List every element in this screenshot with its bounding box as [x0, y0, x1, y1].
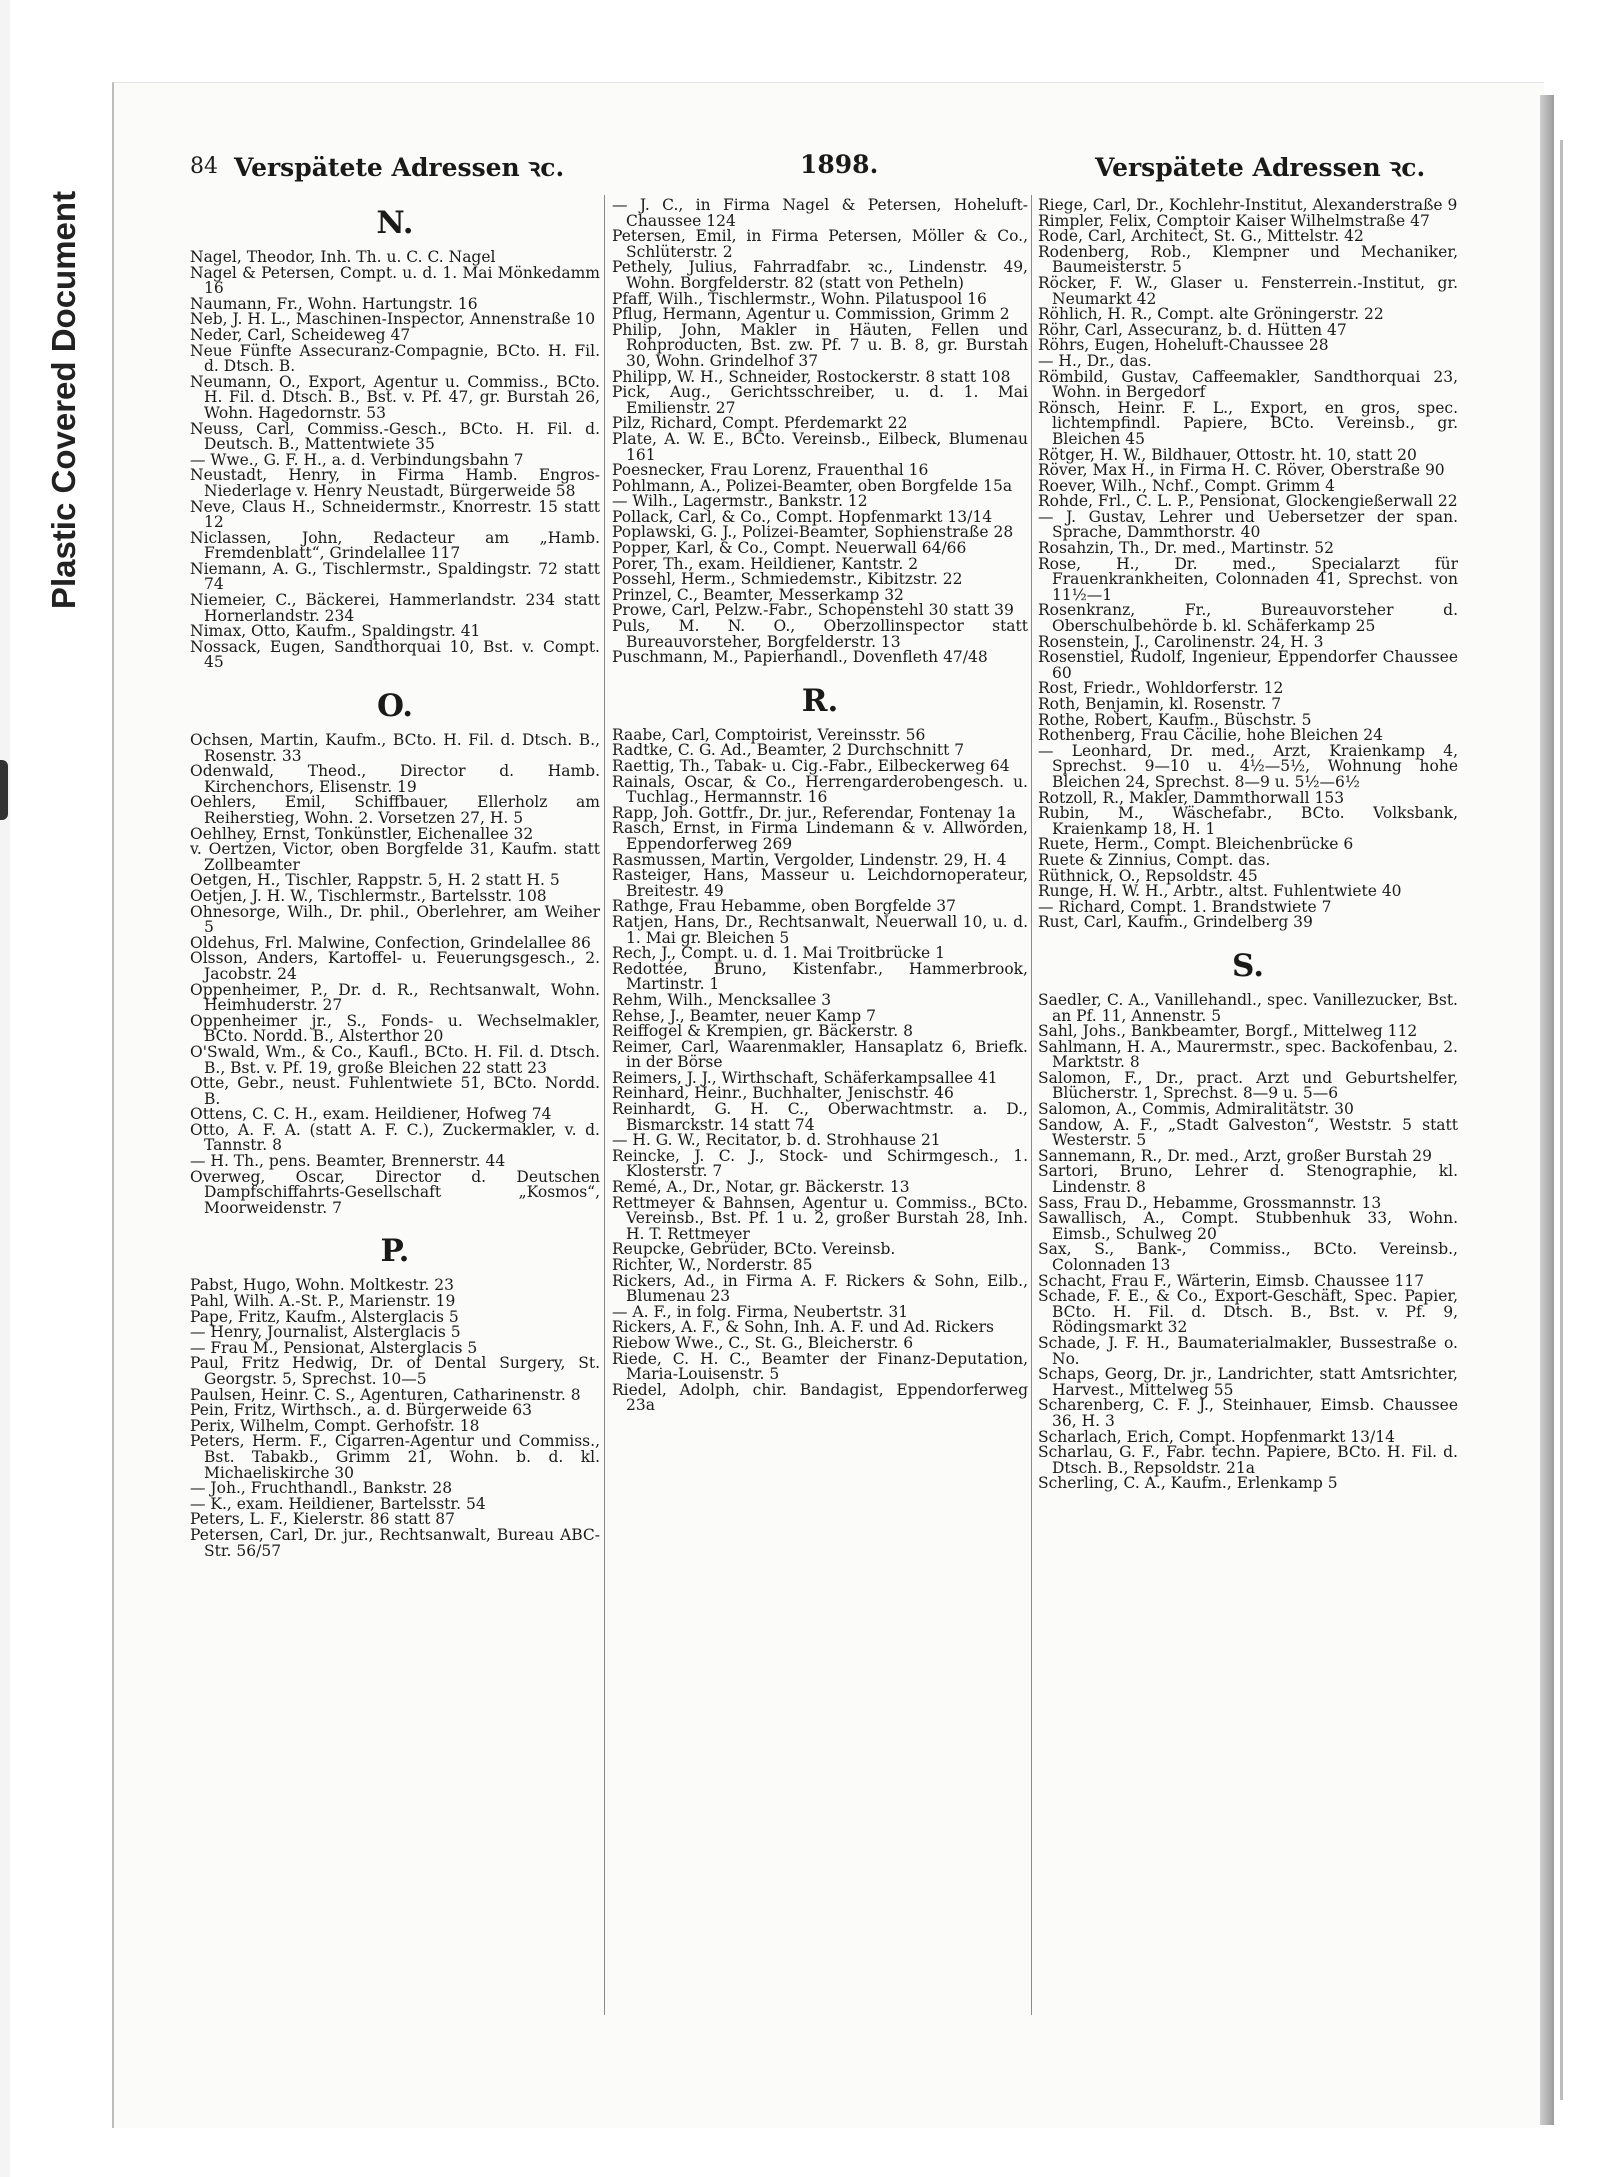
directory-entry: Nagel, Theodor, Inh. Th. u. C. C. Nagel: [190, 248, 496, 266]
directory-entry: Radtke, C. G. Ad., Beamter, 2 Durchschnitt 7: [612, 741, 965, 760]
next-page-edge: [1560, 140, 1563, 2100]
directory-entry: Scherling, C. A., Kaufm., Erlenkamp 5: [1038, 1474, 1338, 1493]
directory-entry: Philip, John, Makler in Häuten, Fellen und Rohproducten, Bst. zw. Pf. 7 u. B. 8, gr. Burstah 30, Wohn. Grindelhof 37: [612, 320, 1028, 370]
directory-entry: Rothe, Robert, Kaufm., Büschstr. 5: [1038, 710, 1312, 729]
directory-entry: Neb, J. H. L., Maschinen-Inspector, Annenstraße 10: [190, 310, 596, 329]
directory-entry: Neumann, O., Export, Agentur u. Commiss., BCto. H. Fil. d. Dtsch. B., Bst. v. Pf. 47, gr. Burstah 26, Wohn. Hagedornstr. 53: [190, 372, 600, 422]
directory-entry: Poesnecker, Frau Lorenz, Frauenthal 16: [612, 461, 929, 480]
directory-entry: Rickers, Ad., in Firma A. F. Rickers & Sohn, Eilb., Blumenau 23: [612, 1271, 1028, 1306]
directory-entry: Niclassen, John, Redacteur am „Hamb. Fremdenblatt“, Grindelallee 117: [190, 528, 600, 563]
directory-entry: Reiffogel & Krempien, gr. Bäckerstr. 8: [612, 1022, 913, 1041]
directory-entry: — A. F., in folg. Firma, Neubertstr. 31: [612, 1302, 909, 1321]
directory-entry: Ottens, C. C. H., exam. Heildiener, Hofweg 74: [190, 1105, 552, 1124]
directory-entry: Oehlers, Emil, Schiffbauer, Ellerholz am Reiherstieg, Wohn. 2. Vorsetzen 27, H. 5: [190, 793, 600, 827]
directory-column-2: [612, 198, 1028, 1414]
directory-entry: Sartori, Bruno, Lehrer d. Stenographie, kl. Lindenstr. 8: [1038, 1162, 1458, 1197]
directory-entry: — H. Th., pens. Beamter, Brennerstr. 44: [190, 1152, 506, 1171]
directory-entry: Sass, Frau D., Hebamme, Grossmannstr. 13: [1038, 1193, 1382, 1212]
directory-entry: Poplawski, G. J., Polizei-Beamter, Sophienstraße 28: [612, 523, 1014, 542]
directory-entry: Scharlau, G. F., Fabr. techn. Papiere, BCto. H. Fil. d. Dtsch. B., Repsoldstr. 21a: [1038, 1443, 1458, 1477]
directory-entry: Reimers, J. J., Wirthschaft, Schäferkampsallee 41: [612, 1068, 998, 1087]
directory-entry: Pabst, Hugo, Wohn. Moltkestr. 23: [190, 1276, 454, 1295]
directory-entry: Paulsen, Heinr. C. S., Agenturen, Catharinenstr. 8: [190, 1385, 581, 1404]
header-left-title: Verspätete Adressen ꝛc.: [234, 153, 565, 182]
directory-entry: Rohde, Frl., C. L. P., Pensionat, Glockengießerwall 22: [1038, 492, 1458, 511]
directory-entry: Ruete, Herm., Compt. Bleichenbrücke 6: [1038, 835, 1354, 854]
directory-entry: Rodenberg, Rob., Klempner und Mechaniker, Baumeisterstr. 5: [1038, 242, 1458, 277]
directory-entry: Rönsch, Heinr. F. L., Export, en gros, spec. lichtempfindl. Papiere, BCto. Vereinsb., gr. Bleichen 45: [1038, 398, 1458, 448]
directory-entry: Neder, Carl, Scheideweg 47: [190, 325, 411, 344]
directory-entry: Schade, J. F. H., Baumaterialmakler, Bussestraße o. No.: [1038, 1333, 1458, 1368]
directory-entry: Pahl, Wilh. A.-St. P., Marienstr. 19: [190, 1292, 456, 1311]
directory-entry: Reupcke, Gebrüder, BCto. Vereinsb.: [612, 1240, 896, 1259]
section-letter: P.: [380, 1233, 410, 1270]
directory-entry: Perix, Wilhelm, Compt. Gerhofstr. 18: [190, 1416, 480, 1435]
section-letter: S.: [1231, 947, 1265, 984]
directory-entry: Sax, S., Bank-, Commiss., BCto. Vereinsb., Colonnaden 13: [1038, 1240, 1458, 1274]
directory-entry: Raettig, Th., Tabak- u. Cig.-Fabr., Eilbeckerweg 64: [612, 757, 1010, 775]
directory-entry: Odenwald, Theod., Director d. Hamb. Kirchenchors, Elisenstr. 19: [190, 762, 600, 796]
directory-entry: Rehm, Wilh., Mencksallee 3: [612, 990, 832, 1009]
directory-entry: Oehlhey, Ernst, Tonkünstler, Eichenallee 32: [190, 824, 534, 843]
directory-entry: Rubin, M., Wäschefabr., BCto. Volksbank, Kraienkamp 18, H. 1: [1038, 804, 1458, 838]
directory-entry: Ratjen, Hans, Dr., Rechtsanwalt, Neuerwall 10, u. d. 1. Mai gr. Bleichen 5: [612, 912, 1028, 947]
directory-entry: Rust, Carl, Kaufm., Grindelberg 39: [1038, 913, 1313, 932]
directory-entry: Naumann, Fr., Wohn. Hartungstr. 16: [190, 294, 478, 313]
directory-entry: Neue Fünfte Assecuranz-Compagnie, BCto. H. Fil. d. Dtsch. B.: [190, 341, 600, 376]
directory-entry: Prinzel, C., Beamter, Messerkamp 32: [612, 585, 904, 604]
directory-entry: Richter, W., Norderstr. 85: [612, 1256, 813, 1274]
directory-entry: Rimpler, Felix, Comptoir Kaiser Wilhelmstraße 47: [1038, 211, 1430, 230]
directory-entry: Remé, A., Dr., Notar, gr. Bäckerstr. 13: [612, 1178, 910, 1197]
directory-entry: Ruete & Zinnius, Compt. das.: [1038, 850, 1271, 869]
directory-entry: Röhr, Carl, Assecuranz, b. d. Hütten 47: [1038, 320, 1347, 339]
directory-entry: O'Swald, Wm., & Co., Kaufl., BCto. H. Fil. d. Dtsch. B., Bst. v. Pf. 19, große Bleichen 22 statt 23: [190, 1042, 600, 1077]
directory-entry: Reinhardt, G. H. C., Oberwachtmstr. a. D., Bismarckstr. 14 statt 74: [612, 1100, 1028, 1134]
directory-entry: — H. G. W., Recitator, b. d. Strohhause 21: [612, 1131, 941, 1150]
directory-entry: Römbild, Gustav, Caffeemakler, Sandthorquai 23, Wohn. in Bergedorf: [1038, 367, 1458, 402]
directory-entry: Saedler, C. A., Vanillehandl., spec. Vanillezucker, Bst. an Pf. 11, Annenstr. 5: [1038, 990, 1458, 1025]
directory-entry: Neustadt, Henry, in Firma Hamb. Engros-Niederlage v. Henry Neustadt, Bürgerweide 58: [190, 466, 600, 500]
directory-entry: Roth, Benjamin, kl. Rosenstr. 7: [1038, 695, 1282, 713]
directory-entry: Rasmussen, Martin, Vergolder, Lindenstr. 29, H. 4: [612, 850, 1007, 869]
directory-entry: — Richard, Compt. 1. Brandstwiete 7: [1038, 897, 1332, 916]
directory-column-1: [190, 198, 600, 1559]
directory-entry: Oppenheimer jr., S., Fonds- u. Wechselmakler, BCto. Nordd. B., Alsterthor 20: [190, 1011, 600, 1046]
directory-entry: Popper, Karl, & Co., Compt. Neuerwall 64/66: [612, 539, 967, 558]
directory-entry: Nossack, Eugen, Sandthorquai 10, Bst. v. Compt. 45: [190, 637, 600, 672]
page-shadow: [1540, 95, 1554, 2125]
directory-entry: Runge, H. W. H., Arbtr., altst. Fuhlentwiete 40: [1038, 882, 1402, 901]
directory-entry: Rosenstein, J., Carolinenstr. 24, H. 3: [1038, 632, 1324, 651]
directory-entry: Raabe, Carl, Comptoirist, Vereinsstr. 56: [612, 725, 926, 744]
directory-entry: Riege, Carl, Dr., Kochlehr-Institut, Alexanderstraße 9: [1038, 196, 1458, 214]
directory-entry: Possehl, Herm., Schmiedemstr., Kibitzstr. 22: [612, 570, 963, 589]
directory-entry: Otte, Gebr., neust. Fuhlentwiete 51, BCto. Nordd. B.: [190, 1074, 600, 1108]
directory-entry: Rotzoll, R., Makler, Dammthorwall 153: [1038, 788, 1345, 807]
directory-entry: Rech, J., Compt. u. d. 1. Mai Troitbrücke 1: [612, 944, 945, 963]
directory-entry: Schade, F. E., & Co., Export-Geschäft, Spec. Papier, BCto. H. Fil. d. Dtsch. B., Bst. v. Pf. 9, Rödingsmarkt 32: [1038, 1287, 1458, 1337]
directory-entry: Pethely, Julius, Fahrradfabr. ꝛc., Lindenstr. 49, Wohn. Borgfelderstr. 82 (statt von Petheln): [612, 258, 1028, 292]
directory-entry: Prowe, Carl, Pelzw.-Fabr., Schopenstehl 30 statt 39: [612, 601, 1014, 620]
directory-entry: Rose, H., Dr. med., Specialarzt für Frauenkrankheiten, Colonnaden 41, Sprechst. von 11½—1: [1038, 554, 1458, 604]
directory-entry: Riebow Wwe., C., St. G., Bleicherstr. 6: [612, 1333, 914, 1352]
header-year: 1898.: [800, 150, 879, 179]
directory-entry: Scharenberg, C. F. J., Steinhauer, Eimsb. Chaussee 36, H. 3: [1038, 1396, 1458, 1430]
directory-entry: Pein, Fritz, Wirthsch., a. d. Bürgerweide 63: [190, 1401, 533, 1420]
directory-entry: Scharlach, Erich, Compt. Hopfenmarkt 13/14: [1038, 1427, 1395, 1446]
directory-entry: Pollack, Carl, & Co., Compt. Hopfenmarkt 13/14: [612, 507, 993, 526]
directory-entry: Nagel & Petersen, Compt. u. d. 1. Mai Mönkedamm 16: [190, 263, 600, 298]
directory-entry: Röhlich, H. R., Compt. alte Gröningerstr. 22: [1038, 305, 1384, 324]
directory-entry: — Henry, Journalist, Alsterglacis 5: [190, 1323, 461, 1342]
section-letter: R.: [801, 682, 839, 719]
directory-entry: — Joh., Fruchthandl., Bankstr. 28: [190, 1479, 453, 1498]
directory-entry: Pilz, Richard, Compt. Pferdemarkt 22: [612, 414, 908, 433]
directory-entry: Salomon, F., Dr., pract. Arzt und Geburtshelfer, Blücherstr. 1, Sprechst. 8—9 u. 5—6: [1038, 1068, 1458, 1103]
directory-entry: Reimer, Carl, Waarenmakler, Hansaplatz 6, Briefk. in der Börse: [612, 1037, 1028, 1072]
directory-entry: — H., Dr., das.: [1038, 351, 1152, 370]
column-divider: [604, 195, 605, 2015]
directory-entry: Rode, Carl, Architect, St. G., Mittelstr. 42: [1038, 227, 1364, 246]
directory-entry: Plate, A. W. E., BCto. Vereinsb., Eilbeck, Blumenau 161: [612, 429, 1028, 464]
directory-entry: Pick, Aug., Gerichtsschreiber, u. d. 1. Mai Emilienstr. 27: [612, 383, 1028, 417]
directory-entry: Röver, Max H., in Firma H. C. Röver, Oberstraße 90: [1038, 461, 1445, 480]
directory-entry: Riedel, Adolph, chir. Bandagist, Eppendorferweg 23a: [612, 1380, 1028, 1415]
directory-entry: Pflug, Hermann, Agentur u. Commission, Grimm 2: [612, 305, 1010, 324]
directory-entry: Oetgen, H., Tischler, Rappstr. 5, H. 2 statt H. 5: [190, 871, 560, 890]
directory-entry: Sannemann, R., Dr. med., Arzt, großer Burstah 29: [1038, 1146, 1432, 1165]
directory-entry: Niemeier, C., Bäckerei, Hammerlandstr. 234 statt Hornerlandstr. 234: [190, 591, 600, 625]
directory-entry: Niemann, A. G., Tischlermstr., Spaldingstr. 72 statt 74: [190, 559, 600, 594]
directory-entry: v. Oertzen, Victor, oben Borgfelde 31, Kaufm. statt Zollbeamter: [190, 840, 600, 874]
directory-entry: Oetjen, J. H. W., Tischlermstr., Bartelsstr. 108: [190, 886, 547, 905]
directory-entry: — J. Gustav, Lehrer und Uebersetzer der span. Sprache, Dammthorstr. 40: [1038, 507, 1458, 542]
directory-entry: Röhrs, Eugen, Hoheluft-Chaussee 28: [1038, 336, 1329, 355]
directory-entry: Ochsen, Martin, Kaufm., BCto. H. Fil. d. Dtsch. B., Rosenstr. 33: [190, 731, 600, 765]
directory-entry: Otto, A. F. A. (statt A. F. C.), Zuckermakler, v. d. Tannstr. 8: [190, 1120, 600, 1155]
section-letter: O.: [377, 688, 413, 725]
directory-entry: Oppenheimer, P., Dr. d. R., Rechtsanwalt, Wohn. Heimhuderstr. 27: [190, 980, 600, 1015]
side-label-text: Plastic Covered Document: [45, 190, 82, 610]
directory-entry: Nimax, Otto, Kaufm., Spaldingstr. 41: [190, 622, 481, 641]
directory-entry: Rathge, Frau Hebamme, oben Borgfelde 37: [612, 897, 957, 916]
directory-entry: Rickers, A. F., & Sohn, Inh. A. F. und Ad. Rickers: [612, 1318, 994, 1337]
directory-entry: Rosenstiel, Rudolf, Ingenieur, Eppendorfer Chaussee 60: [1038, 648, 1458, 682]
directory-entry: Petersen, Emil, in Firma Petersen, Möller & Co., Schlüterstr. 2: [612, 227, 1028, 261]
section-letter: N.: [376, 205, 414, 241]
directory-entry: Röcker, F. W., Glaser u. Fensterrein.-Institut, gr. Neumarkt 42: [1038, 273, 1458, 308]
directory-entry: Rapp, Joh. Gottfr., Dr. jur., Referendar, Fontenay 1a: [612, 803, 1016, 822]
side-label: [38, 120, 90, 680]
directory-entry: Rasteiger, Hans, Masseur u. Leichdornoperateur, Breitestr. 49: [612, 866, 1028, 900]
directory-entry: Pape, Fritz, Kaufm., Alsterglacis 5: [190, 1307, 459, 1326]
directory-entry: Rost, Friedr., Wohldorferstr. 12: [1038, 679, 1284, 698]
directory-entry: — Wwe., G. F. H., a. d. Verbindungsbahn 7: [190, 450, 524, 469]
directory-entry: — Leonhard, Dr. med., Arzt, Kraienkamp 4, Sprechst. 9—10 u. 4½—5½, Wohnung hohe Bleichen 24, Sprechst. 8—9 u. 5½—6½: [1038, 741, 1458, 791]
directory-entry: Rosenkranz, Fr., Bureauvorsteher d. Oberschulbehörde b. kl. Schäferkamp 25: [1038, 601, 1458, 636]
directory-entry: — K., exam. Heildiener, Bartelsstr. 54: [190, 1494, 486, 1513]
directory-column-3: [1038, 198, 1458, 1492]
directory-entry: Neve, Claus H., Schneidermstr., Knorrestr. 15 statt 12: [190, 497, 600, 532]
directory-entry: Rettmeyer & Bahnsen, Agentur u. Commiss., BCto. Vereinsb., Bst. Pf. 1 u. 2, großer Burstah 28, Inh. H. T. Rettmeyer: [612, 1193, 1028, 1243]
directory-entry: Sandow, A. F., „Stadt Galveston“, Weststr. 5 statt Westerstr. 5: [1038, 1115, 1458, 1150]
directory-entry: Rüthnick, O., Repsoldstr. 45: [1038, 866, 1258, 885]
directory-entry: Puls, M. N. O., Oberzollinspector statt Bureauvorsteher, Borgfelderstr. 13: [612, 617, 1028, 651]
directory-entry: Schacht, Frau F., Wärterin, Eimsb. Chaussee 117: [1038, 1271, 1425, 1290]
directory-entry: — Frau M., Pensionat, Alsterglacis 5: [190, 1338, 478, 1357]
directory-entry: Reincke, J. C. J., Stock- und Schirmgesch., 1. Klosterstr. 7: [612, 1146, 1028, 1181]
directory-entry: Reinhard, Heinr., Buchhalter, Jenischstr. 46: [612, 1084, 954, 1103]
directory-entry: Puschmann, M., Papierhandl., Dovenfleth 47/48: [612, 648, 988, 667]
directory-entry: Schaps, Georg, Dr. jr., Landrichter, statt Amtsrichter, Harvest., Mittelweg 55: [1038, 1365, 1458, 1399]
directory-entry: Ohnesorge, Wilh., Dr. phil., Oberlehrer, am Weiher 5: [190, 902, 600, 937]
directory-entry: Petersen, Carl, Dr. jur., Rechtsanwalt, Bureau ABC-Str. 56/57: [190, 1525, 600, 1560]
directory-entry: Philipp, W. H., Schneider, Rostockerstr. 8 statt 108: [612, 367, 1011, 386]
header-right-title: Verspätete Adressen ꝛc.: [1095, 153, 1426, 182]
directory-entry: Pohlmann, A., Polizei-Beamter, oben Borgfelde 15a: [612, 476, 1013, 495]
directory-entry: Pfaff, Wilh., Tischlermstr., Wohn. Pilatuspool 16: [612, 289, 987, 308]
directory-entry: Sawallisch, A., Compt. Stubbenhuk 33, Wohn. Eimsb., Schulweg 20: [1038, 1209, 1458, 1243]
directory-entry: Rasch, Ernst, in Firma Lindemann & v. Allwörden, Eppendorferweg 269: [612, 819, 1028, 853]
directory-entry: — Wilh., Lagermstr., Bankstr. 12: [612, 492, 868, 511]
directory-entry: Riede, C. H. C., Beamter der Finanz-Deputation, Maria-Louisenstr. 5: [612, 1349, 1028, 1384]
directory-entry: Oldehus, Frl. Malwine, Confection, Grindelallee 86: [190, 933, 591, 952]
directory-entry: — J. C., in Firma Nagel & Petersen, Hoheluft-Chaussee 124: [612, 196, 1028, 230]
directory-entry: Neuss, Carl, Commiss.-Gesch., BCto. H. Fil. d. Deutsch. B., Mattentwiete 35: [190, 419, 600, 454]
page-number: 84: [190, 154, 218, 179]
column-divider: [1031, 195, 1032, 2015]
directory-entry: Rosahzin, Th., Dr. med., Martinstr. 52: [1038, 539, 1334, 558]
scan-edge: [0, 0, 10, 2177]
directory-entry: Sahlmann, H. A., Maurermstr., spec. Backofenbau, 2. Marktstr. 8: [1038, 1037, 1458, 1072]
directory-entry: Peters, L. F., Kielerstr. 86 statt 87: [190, 1510, 455, 1529]
binding-mark: [0, 760, 8, 820]
directory-entry: Olsson, Anders, Kartoffel- u. Feuerungsgesch., 2. Jacobstr. 24: [190, 949, 600, 983]
directory-entry: Porer, Th., exam. Heildiener, Kantstr. 2: [612, 554, 919, 573]
directory-entry: Rehse, J., Beamter, neuer Kamp 7: [612, 1006, 876, 1025]
directory-entry: Peters, Herm. F., Cigarren-Agentur und Commiss., Bst. Tabakb., Grimm 21, Wohn. b. d. kl. Michaeliskirche 30: [190, 1432, 600, 1482]
directory-entry: Paul, Fritz Hedwig, Dr. of Dental Surgery, St. Georgstr. 5, Sprechst. 10—5: [190, 1354, 600, 1388]
directory-entry: Rainals, Oscar, & Co., Herrengarderobengesch. u. Tuchlag., Hermannstr. 16: [612, 772, 1028, 807]
directory-entry: Redottée, Bruno, Kistenfabr., Hammerbrook, Martinstr. 1: [612, 959, 1028, 994]
directory-entry: Salomon, A., Commis, Admiralitätstr. 30: [1038, 1100, 1354, 1119]
directory-entry: Overweg, Oscar, Director d. Deutschen Dampfschiffahrts-Gesellschaft „Kosmos“, Moorweidenstr. 7: [190, 1167, 600, 1217]
directory-entry: Rothenberg, Frau Cäcilie, hohe Bleichen 24: [1038, 726, 1383, 745]
directory-entry: Sahl, Johs., Bankbeamter, Borgf., Mittelweg 112: [1038, 1022, 1418, 1041]
directory-entry: Rötger, H. W., Bildhauer, Ottostr. ht. 10, statt 20: [1038, 445, 1417, 464]
directory-entry: Roever, Wilh., Nchf., Compt. Grimm 4: [1038, 476, 1336, 495]
